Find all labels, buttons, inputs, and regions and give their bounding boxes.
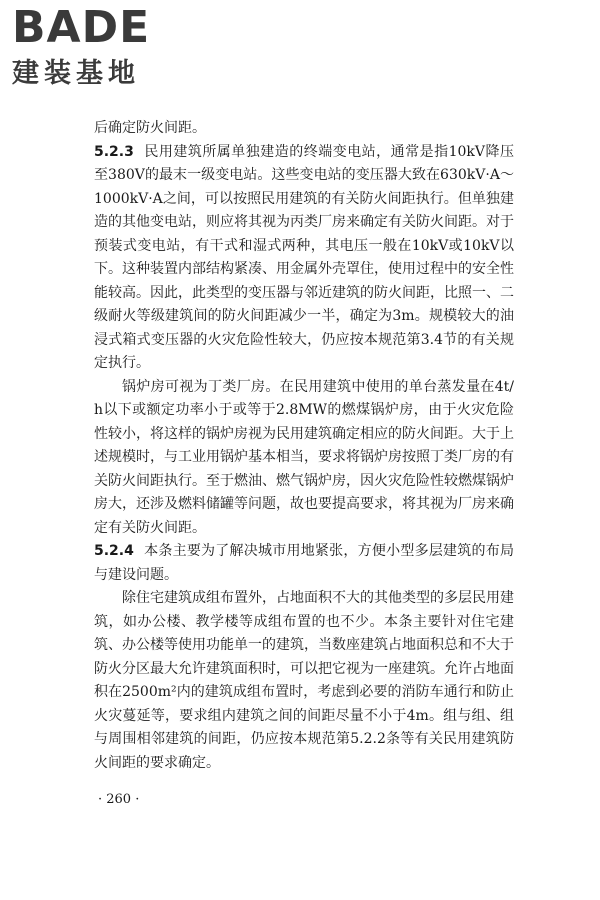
logo-wordmark: BADE	[12, 2, 151, 53]
logo-subtitle: 建装基地	[12, 58, 140, 89]
paragraph-boiler-room: 锅炉房可视为丁类厂房。在民用建筑中使用的单台蒸发量在4t/h以下或额定功率小于或等于2.8MW的燃煤锅炉房，由于火灾危险性较小，将这样的锅炉房视为民用建筑确定相应的防火间距。大于上述规模时，与工业用锅炉基本相当，要求将锅炉房按照丁类厂房的有关防火间距执行。至于燃油、燃气锅炉房，因火灾危险性较燃煤锅炉房大，还涉及燃料储罐等问题，故也要提高要求，将其视为厂房来确定有关防火间距。	[94, 378, 514, 536]
document-body	[94, 117, 514, 775]
paragraph-group-layout: 除住宅建筑成组布置外，占地面积不大的其他类型的多层民用建筑，如办公楼、教学楼等成组布置的也不少。本条主要针对住宅建筑、办公楼等使用功能单一的建筑，当数座建筑占地面积总和不大于防火分区最大允许建筑面积时，可以把它视为一座建筑。允许占地面积在2500m²内的建筑成组布置时，考虑到必要的消防车通行和防止火灾蔓延等，要求组内建筑之间的间距尽量不小于4m。组与组、组与周围相邻建筑的间距，仍应按本规范第5.2.2条等有关民用建筑防火间距的要求确定。	[94, 590, 514, 771]
logo	[12, 4, 182, 90]
clause-number: 5.2.4	[94, 543, 134, 559]
page-number: · 260 ·	[98, 792, 140, 807]
clause-number: 5.2.3	[94, 143, 134, 160]
clause-5-2-3	[94, 141, 514, 376]
clause-text: 本条主要为了解决城市用地紧张，方便小型多层建筑的布局与建设问题。	[94, 543, 514, 583]
clause-5-2-4	[94, 540, 514, 587]
clause-text: 民用建筑所属单独建造的终端变电站，通常是指10kV降压至380V的最末一级变电站。这些变电站的变压器大致在630kV·A～1000kV·A之间，可以按照民用建筑的有关防火间距执行。但单独建造的其他变电站，则应将其视为丙类厂房来确定有关防火间距。对于预装式变电站，有干式和湿式两种，其电压一般在10kV或10kV以下。这种装置内部结构紧凑、用金属外壳罩住，使用过程中的安全性能较高。因此，此类型的变压器与邻近建筑的防火间距，比照一、二级耐火等级建筑间的防火间距减少一半，确定为3m。规模较大的油浸式箱式变压器的火灾危险性较大，仍应按本规范第3.4节的有关规定执行。	[94, 143, 514, 371]
paragraph-continuation: 后确定防火间距。	[94, 120, 206, 136]
